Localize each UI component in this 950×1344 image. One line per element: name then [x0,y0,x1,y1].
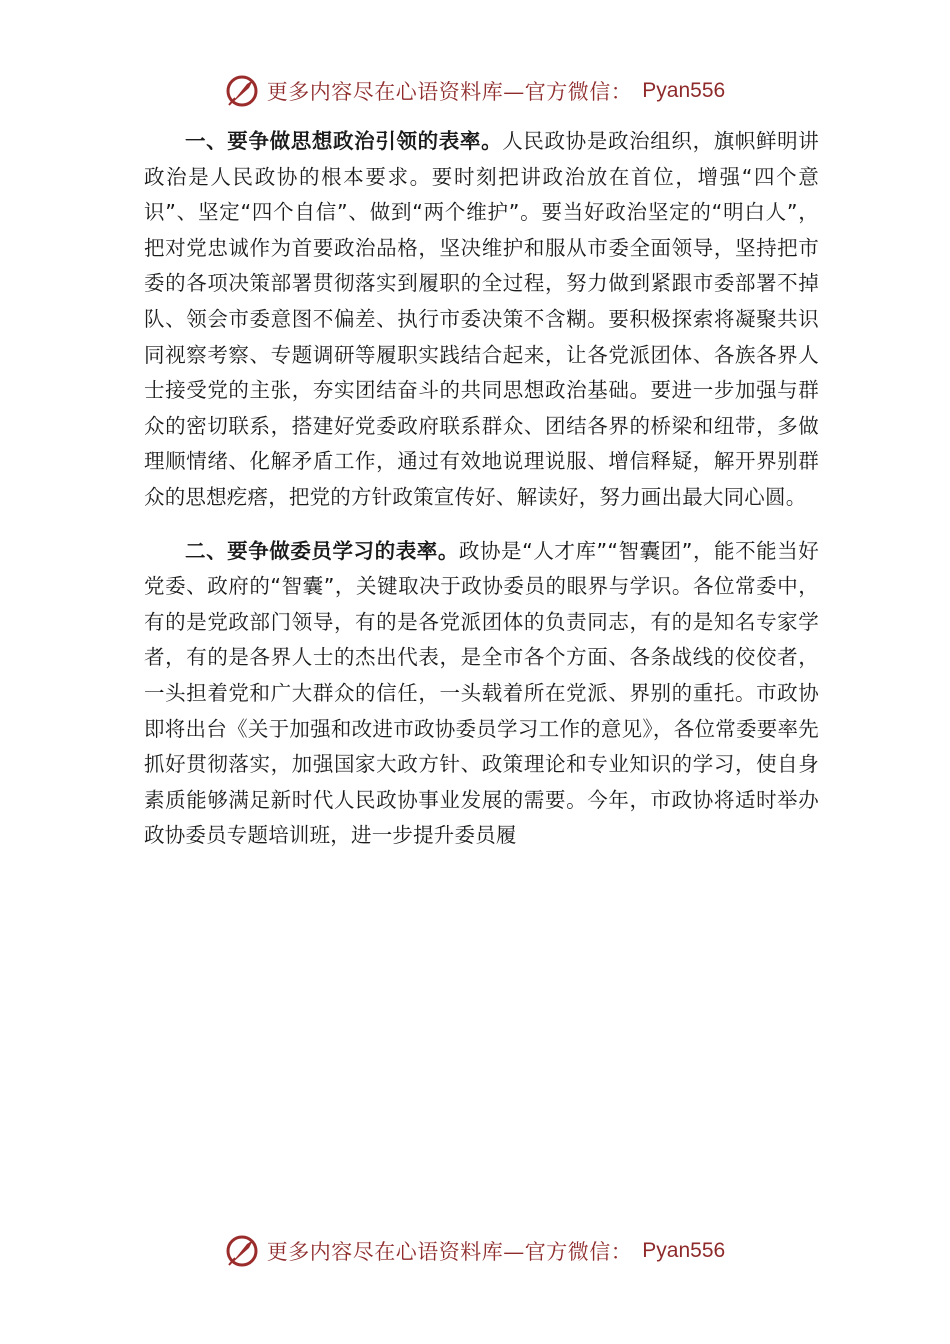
footer-wechat-id: Pyan556 [642,1239,726,1262]
paragraph-2-heading: 二、要争做委员学习的表率。 [185,538,459,563]
footer-banner [0,1234,950,1268]
header-banner [0,74,950,108]
paragraph-1 [144,124,819,516]
paragraph-1-heading: 一、要争做思想政治引领的表率。 [185,129,503,153]
footer-banner-text: 更多内容尽在心语资料库—官方微信： [266,1240,633,1264]
quill-logo-icon [225,74,259,108]
paragraph-2-text: 政协是“人才库”“智囊团”，能不能当好党委、政府的“智囊”，关键取决于政协委员的眼界与学识。各位常委中，有的是党政部门领导，有的是各党派团体的负责同志，有的是知名专家学者，有的是各界人士的杰出代表，是全市各个方面、各条战线的佼佼者，一头担着党和广大群众的信任，一头载着所在党派、界别的重托。市政协即将出台《关于加强和改进市政协委员学习工作的意见》，各位常委要率先抓好贯彻落实，加强国家大政方针、政策理论和专业知识的学习，使自身素质能够满足新时代人民政协事业发展的需要。今年，市政协将适时举办政协委员专题培训班，进一步提升委员履 [144,538,819,848]
document-body [144,124,819,872]
header-wechat-id: Pyan556 [642,79,726,102]
paragraph-1-text: 人民政协是政治组织，旗帜鲜明讲政治是人民政协的根本要求。要时刻把讲政治放在首位，增强“四个意识”、坚定“四个自信”、做到“两个维护”。要当好政治坚定的“明白人”，把对党忠诚作为首要政治品格，坚决维护和服从市委全面领导，坚持把市委的各项决策部署贯彻落实到履职的全过程，努力做到紧跟市委部署不掉队、领会市委意图不偏差、执行市委决策不含糊。要积极探索将凝聚共识同视察考察、专题调研等履职实践结合起来，让各党派团体、各族各界人士接受党的主张，夯实团结奋斗的共同思想政治基础。要进一步加强与群众的密切联系，搭建好党委政府联系群众、团结各界的桥梁和纽带，多做理顺情绪、化解矛盾工作，通过有效地说理说服、增信释疑，解开界别群众的思想疙瘩，把党的方针政策宣传好、解读好，努力画出最大同心圆。 [144,129,820,509]
quill-logo-icon [225,1234,259,1268]
paragraph-2 [144,534,819,854]
header-banner-text: 更多内容尽在心语资料库—官方微信： [266,80,633,104]
